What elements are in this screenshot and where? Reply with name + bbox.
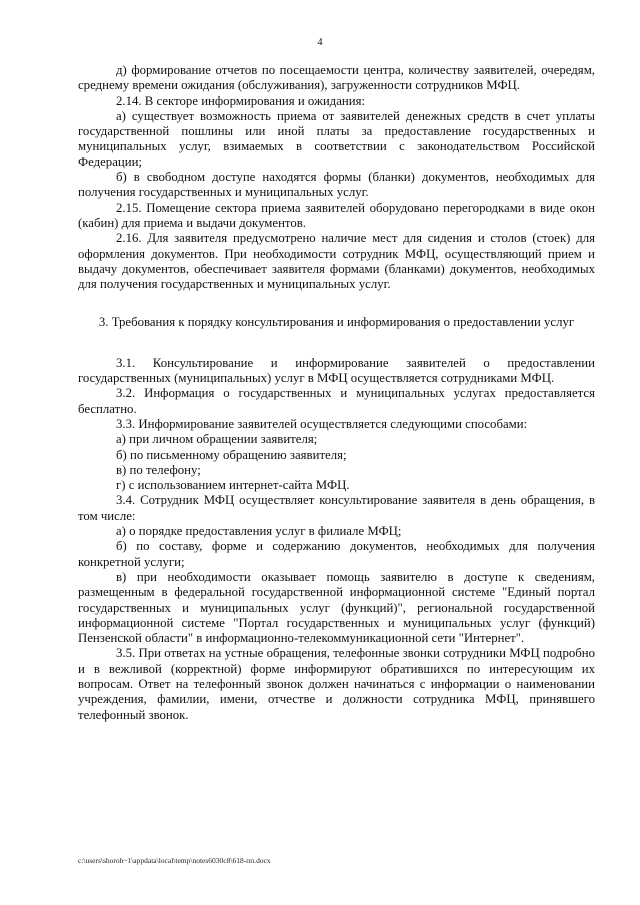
paragraph-2-15: 2.15. Помещение сектора приема заявителей оборудовано перегородками в виде окон (кабин) для приема и выдачи документов. (78, 200, 595, 230)
paragraph-2-14-a: а) существует возможность приема от заявителей денежных средств в счет уплаты государственной пошлины или иной платы за предоставление государственных и муниципальных услуг, взимаемых в соответствии с законодательством Российской Федерации; (78, 108, 595, 169)
paragraph-3-2: 3.2. Информация о государственных и муниципальных услугах предоставляется бесплатно. (78, 386, 595, 416)
list-item-3-3-g: г) с использованием интернет-сайта МФЦ. (116, 478, 350, 493)
list-item-3-3-b: б) по письменному обращению заявителя; (116, 447, 347, 462)
section-heading: 3. Требования к порядку консультирования и информирования о предоставлении услуг (98, 315, 575, 330)
list-item-3-3-v: в) по телефону; (116, 462, 201, 477)
paragraph-3-3: 3.3. Информирование заявителей осуществляется следующими способами: (116, 416, 528, 431)
list-item-3-4-b: б) по составу, форме и содержанию документов, необходимых для получения конкретной услуги; (78, 539, 595, 569)
paragraph-3-4: 3.4. Сотрудник МФЦ осуществляет консультирование заявителя в день обращения, в том числе: (78, 493, 595, 523)
paragraph-3-1: 3.1. Консультирование и информирование заявителей о предоставлении государственных (муниципальных) услуг в МФЦ осуществляется сотрудниками МФЦ. (78, 355, 595, 386)
list-item-3-4-v: в) при необходимости оказывает помощь заявителю в доступе к сведениям, размещенным в федеральной государственной информационной системе "Единый портал государственных и муниципальных услуг (функций)", региональной государственной информационной системе "Портал государственных и муниципальных услуг (функций) Пензенской области" в информационно-телекоммуникационной сети "Интернет". (78, 569, 595, 646)
list-item-3-3-a: а) при личном обращении заявителя; (116, 432, 318, 447)
list-item-3-4-a: а) о порядке предоставления услуг в филиале МФЦ; (116, 524, 402, 539)
paragraph-2-16: 2.16. Для заявителя предусмотрено наличие мест для сидения и столов (стоек) для оформления документов. При необходимости сотрудник МФЦ, осуществляющий прием и выдачу документов, обеспечивает заявителя формами (бланками) документов, необходимых для получения государственных и муниципальных услуг. (78, 231, 595, 292)
page-number: 4 (317, 37, 323, 48)
document-body (78, 63, 595, 723)
paragraph-2-14-b: б) в свободном доступе находятся формы (бланки) документов, необходимых для получения государственных и муниципальных услуг. (78, 170, 595, 200)
paragraph-2-14: 2.14. В секторе информирования и ожидания: (116, 93, 366, 108)
paragraph-2-13-d: д) формирование отчетов по посещаемости центра, количеству заявителей, очередям, среднему времени ожидания (обслуживания), загруженности сотрудников МФЦ. (78, 63, 595, 93)
paragraph-3-5: 3.5. При ответах на устные обращения, телефонные звонки сотрудники МФЦ подробно и в вежливой (корректной) форме информируют обратившихся по интересующим их вопросам. Ответ на телефонный звонок должен начинаться с информации о наименовании учреждения, фамилии, имени, отчестве и должности сотрудника МФЦ, принявшего телефонный звонок. (78, 646, 595, 722)
footer-file-path: c:\users\shoroh~1\appdata\local\temp\notes6030c8\618-пп.docx (78, 856, 271, 865)
